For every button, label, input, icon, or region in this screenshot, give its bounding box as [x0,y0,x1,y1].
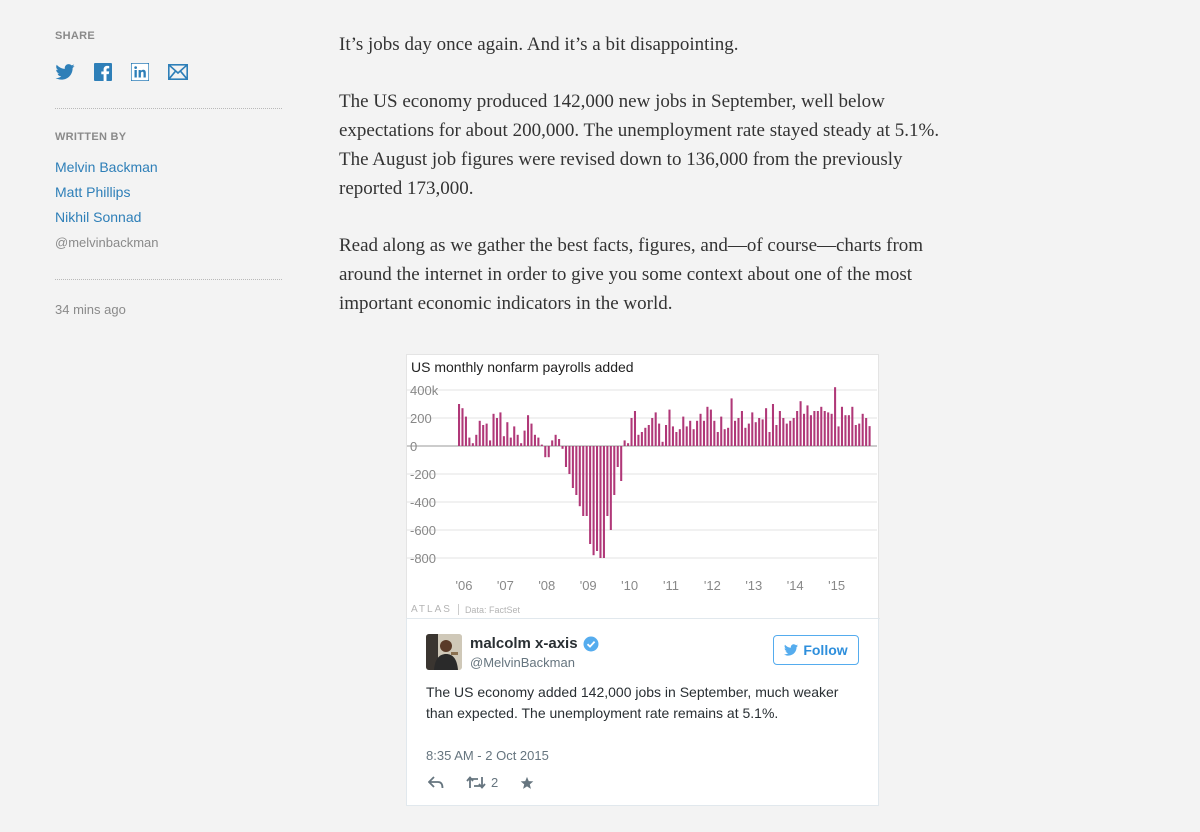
retweet-count: 2 [491,775,499,790]
chart-bar [648,425,650,446]
chart-bar [558,439,560,446]
facebook-icon[interactable] [94,63,112,86]
chart-bar [506,422,508,446]
chart-bar [834,387,836,446]
chart-bar [700,414,702,446]
divider [55,108,282,109]
chart-bar [769,432,771,446]
chart-bar [461,408,463,446]
sidebar [55,30,283,317]
post-timestamp: 34 mins ago [55,302,126,317]
chart-bar [606,446,608,516]
chart-bar [562,446,564,449]
embedded-tweet [406,618,879,806]
favorite-icon[interactable] [520,776,534,790]
chart-bar [696,421,698,446]
x-tick-label: '11 [663,578,679,593]
y-tick-label: -800 [410,551,437,566]
chart-bar [734,421,736,446]
chart-bar [748,424,750,446]
tweet-author-name[interactable]: malcolm x-axis [470,635,578,652]
chart-bar [586,446,588,516]
chart-bar [627,443,629,446]
chart-bar [848,415,850,446]
chart-bar [741,411,743,446]
chart-bar [724,429,726,446]
chart-bar [869,426,871,446]
chart-bar [800,401,802,446]
chart-source [411,604,520,615]
x-tick-label: '08 [538,578,556,593]
author-link[interactable]: Melvin Backman [55,159,158,175]
chart-bar [817,411,819,446]
chart-bar [865,418,867,446]
tweet-text: The US economy added 142,000 jobs in September, much weaker than expected. The unemployment rate remains at 5.1%. [426,684,839,721]
chart-bar [472,443,474,446]
chart-bar [679,429,681,446]
chart-bar [599,446,601,558]
chart-bar [593,446,595,555]
chart-bar [720,417,722,446]
x-tick-label: '06 [455,578,473,593]
chart-bar [468,438,470,446]
chart-bar [765,408,767,446]
chart-bar [579,446,581,506]
avatar[interactable] [426,634,462,670]
chart-bar [658,424,660,446]
author-handle[interactable]: @melvinbackman [55,235,159,250]
y-tick-label: 200 [410,411,432,426]
chart-bar [782,418,784,446]
chart-bar [793,418,795,446]
chart-bar [779,411,781,446]
chart-bar [548,446,550,457]
tweet-date[interactable]: 8:35 AM - 2 Oct 2015 [426,748,549,763]
x-tick-label: '09 [579,578,597,593]
chart-bar [551,440,553,446]
chart-bar [775,425,777,446]
chart-bar [693,429,695,446]
chart-bar [717,432,719,446]
chart-bar [617,446,619,467]
chart-bar [541,445,543,446]
chart-bar [824,411,826,446]
chart-bar [475,435,477,446]
chart-bar [758,418,760,446]
atlas-logo: ATLAS [411,604,452,615]
chart-bar [631,418,633,446]
chart-bar [479,421,481,446]
chart-bar [582,446,584,516]
x-tick-label: '12 [703,578,721,593]
chart-bar [731,398,733,446]
y-tick-label: 0 [410,439,418,454]
chart-bar [737,418,739,446]
chart-bar [513,426,515,446]
chart-bar [772,404,774,446]
chart-bar [527,415,529,446]
chart-bar [844,415,846,446]
chart-bar [537,438,539,446]
chart-bar [482,425,484,446]
divider [55,279,282,280]
article-body [339,30,959,346]
chart-bar [703,421,705,446]
chart-bar [596,446,598,551]
article-paragraph: The US economy produced 142,000 new jobs in September, well below expectations for about 200,000. The unemployment rate stayed steady at 5.1%. The August job figures were revised down to 136,000 from the previously reported 173,000. [339,91,940,199]
chart-bar [827,412,829,446]
chart-bar [713,421,715,446]
chart-bar [668,410,670,446]
y-tick-label: -200 [410,467,437,482]
source-separator [458,604,459,615]
chart-bar [458,404,460,446]
linkedin-icon[interactable] [131,63,149,86]
author-link[interactable]: Matt Phillips [55,184,131,200]
chart-bar [603,446,605,558]
chart-bar [706,407,708,446]
chart-bar [644,428,646,446]
chart-bar [575,446,577,495]
share-label: SHARE [55,30,96,42]
chart-bar [810,415,812,446]
written-by-label: WRITTEN BY [55,131,127,143]
chart-bar [675,432,677,446]
verified-icon [583,636,599,652]
x-tick-label: '15 [828,578,846,593]
chart-bar [610,446,612,530]
reply-icon[interactable] [428,776,444,789]
chart-bar [641,432,643,446]
follow-bird-icon [784,644,798,656]
chart-bar [689,421,691,446]
article-paragraph: Read along as we gather the best facts, figures, and—of course—charts from around the internet in order to give you some context about one of the most important economic indicators in the world. [339,235,924,314]
retweet-icon [466,776,486,789]
chart-bar [517,435,519,446]
chart-bar [589,446,591,544]
chart-bar [620,446,622,481]
chart-bar [465,417,467,446]
author-link[interactable]: Nikhil Sonnad [55,209,142,225]
chart-bar [534,435,536,446]
chart-bar [493,414,495,446]
chart-bar [686,426,688,446]
article-paragraph: It’s jobs day once again. And it’s a bit disappointing. [339,34,739,55]
chart-bar [789,421,791,446]
chart-bar [499,412,501,446]
x-tick-label: '13 [745,578,763,593]
chart-bar [665,425,667,446]
chart-title: US monthly nonfarm payrolls added [411,359,634,375]
y-tick-label: -400 [410,495,437,510]
chart-bar [672,426,674,446]
x-tick-label: '14 [786,578,804,593]
chart-bar [710,410,712,446]
retweet-button[interactable] [466,775,498,790]
share-icons [55,64,283,84]
chart-bar [820,407,822,446]
chart-bar [806,405,808,446]
x-tick-label: '07 [496,578,514,593]
chart-bar [841,407,843,446]
chart-source-text: Data: FactSet [464,604,520,615]
payrolls-chart [407,355,878,619]
chart-bar [858,424,860,446]
chart-bar [655,412,657,446]
twitter-icon[interactable] [55,64,75,85]
chart-bar [637,435,639,446]
chart-bar [744,428,746,446]
chart-bar [565,446,567,467]
author-list [55,155,283,255]
chart-bar [572,446,574,488]
chart-bar [651,418,653,446]
chart-bar [838,426,840,446]
chart-bar [568,446,570,474]
chart-bar [496,418,498,446]
chart-bar [682,417,684,446]
tweet-actions [428,775,556,790]
chart-bar [762,419,764,446]
chart-bar [755,422,757,446]
chart-bar [624,440,626,446]
email-icon[interactable] [168,64,188,85]
follow-label: Follow [803,642,848,658]
tweet-handle[interactable]: @MelvinBackman [470,655,575,670]
chart-bar [634,411,636,446]
x-tick-label: '10 [621,578,639,593]
chart-bar [813,411,815,446]
chart-bar [862,414,864,446]
chart-bar [613,446,615,495]
y-tick-label: -600 [410,523,437,538]
chart-bar [851,407,853,446]
chart-bar [751,412,753,446]
chart-bar [520,443,522,446]
chart-bar [831,414,833,446]
chart-bar [662,442,664,446]
chart-bar [486,424,488,446]
chart-bar [727,428,729,446]
chart-card [406,354,879,618]
chart-bar [489,440,491,446]
chart-bar [510,438,512,446]
chart-bar [855,425,857,446]
chart-bar [796,411,798,446]
chart-bar [786,424,788,446]
chart-bar [544,446,546,457]
chart-bar [503,436,505,446]
follow-button[interactable] [773,635,859,665]
chart-bar [524,431,526,446]
chart-bar [803,414,805,446]
y-tick-label: 400k [410,383,439,398]
chart-bar [555,435,557,446]
tweet-author[interactable] [470,635,599,652]
chart-bar [530,424,532,446]
